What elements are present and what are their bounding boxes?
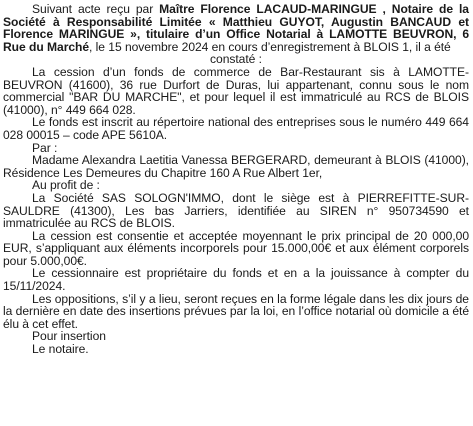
notice-intro — [3, 3, 469, 53]
registry-paragraph: Le fonds est inscrit au répertoire national des entreprises sous le numéro 449 664 028 00015 – code APE 5610A. — [3, 115, 469, 142]
cession-paragraph: La cession d’un fonds de commerce de Bar-Restaurant sis à LAMOTTE-BEUVRON (41600), 36 rue Durfort de Duras, lui appartenant, connu sous le nom commercial "BAR DU MARCHE", et pour lequel il est immatriculé au RCS de BLOIS (41000), n° 449 664 028. — [3, 64, 469, 117]
closing-insertion: Pour insertion — [32, 329, 106, 344]
oppositions-paragraph: Les oppositions, s’il y a lieu, seront reçues en la forme légale dans les dix jours de la dernière en date des insertions prévues par la loi, en l’office notarial où domicile a été élu à cet effet. — [3, 291, 469, 331]
intro-tail: , le 15 novembre 2024 en cours d’enregistrement à BLOIS 1, il a été — [89, 39, 451, 54]
par-label: Par : — [32, 140, 58, 155]
notary-name: Maître Florence LACAUD-MARINGUE , Notaire de la Société à Responsabilité Limitée « Matthieu GUYOT, Augustin BANCAUD et Florence MARINGUE », titulaire d’un Office Notarial à LAMOTTE BEUVRON, 6 Rue du Marché — [3, 2, 469, 54]
seller-paragraph: Madame Alexandra Laetitia Vanessa BERGERARD, demeurant à BLOIS (41000), Résidence Les Demeures du Chapitre 160 A Rue Albert 1er, — [3, 153, 469, 180]
buyer-paragraph: La Société SAS SOLOGN'IMMO, dont le siège est à PIERREFITTE-SUR-SAULDRE (41300), Les bas Jarriers, identifiée au SIREN n° 950734590 et immatriculée au RCS de BLOIS. — [3, 190, 469, 231]
intro-lead: Suivant acte reçu par — [32, 2, 160, 16]
profit-label: Au profit de : — [32, 178, 100, 193]
closing-signature: Le notaire. — [32, 342, 89, 357]
constate-label: constaté : — [210, 52, 262, 67]
ownership-paragraph: Le cessionnaire est propriétaire du fonds et en a la jouissance à compter du 15/11/2024. — [3, 266, 469, 294]
legal-notice — [3, 3, 469, 356]
price-paragraph: La cession est consentie et acceptée moyennant le prix principal de 20 000,00 EUR, s’appliquant aux éléments incorporels pour 15.000,00€ et aux élément corporels pour 5.000,00€. — [3, 228, 469, 268]
